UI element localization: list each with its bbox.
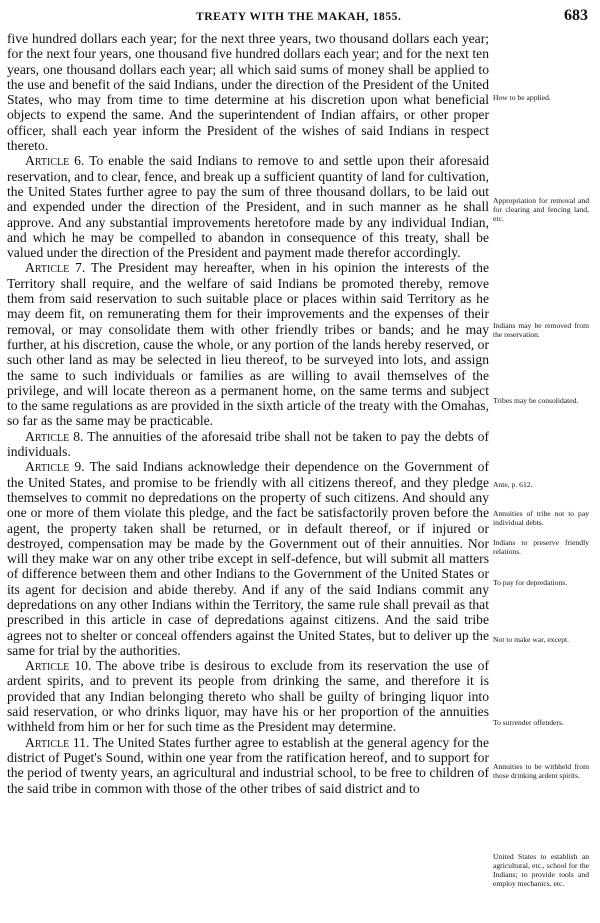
article-heading: Article 11. [25,734,90,750]
paragraph-article-10: Article 10. The above tribe is desirous to exclude from its reservation the use of ardent spirits, and to prevent its people from drinking the same, and therefore it is provided that any Indian belonging thereto who shall be guilty of bringing liquor into said reservation, or who drinks liquor, may have his or her proportion of the annuities withheld from him or her for such time as the President may determine. [7,658,489,735]
margin-note: Indians to preserve friendly relations. [493,538,589,556]
margin-note: To pay for depredations. [493,578,568,587]
margin-note: Appropriation for removal and for clearing and fencing land, etc. [493,196,589,223]
article-heading: Article 9. [25,459,85,475]
paragraph-article-5-continued: five hundred dollars each year; for the next three years, two thousand dollars each year; for the next four years, one thousand five hundred dollars each year; and for the next ten years, one thousand dollars each year; all which said sums of money shall be applied to the use and benefit of the said Indians, under the direction of the President of the United States, who may from time to time determine at his discretion upon what beneficial objects to expend the same. And the superintendent of Indian affairs, or other proper officer, shall each year inform the President of the wishes of said Indians in respect thereto. [7,31,489,154]
page-number: 683 [564,7,588,24]
treaty-text [7,31,489,796]
paragraph-article-7: Article 7. The President may hereafter, when in his opinion the interests of the Territory shall require, and the welfare of said Indians be promoted thereby, remove them from said reservation to such suitable place or places within said Territory as he may deem fit, on remunerating them for their improvements and the expenses of their removal, or may consolidate them with other friendly tribes or bands; and he may further, at his discretion, cause the whole, or any portion of the lands hereby reserved, or such other land as may be selected in lieu thereof, to be surveyed into lots, and assign the same to such individuals or families as are willing to avail themselves of the privilege, and will locate thereon as a permanent home, on the same terms and subject to the same regulations as are provided in the sixth article of the treaty with the Omahas, so far as the same may be practicable. [7,260,489,429]
article-heading: Article 7. [25,260,86,276]
paragraph-article-6: Article 6. To enable the said Indians to remove to and settle upon their aforesaid reservation, and to clear, fence, and break up a sufficient quantity of land for cultivation, the United States further agree to pay the sum of three thousand dollars, to be laid out and expended under the direction of the President, and in such manner as he shall approve. And any substantial improvements heretofore made by any individual Indian, and which he may be compelled to abandon in consequence of this treaty, shall be valued under the direction of the President and payment made therefor accordingly. [7,153,489,261]
margin-note: Indians may be removed from the reservation. [493,321,589,339]
margin-note: Annuities to be withheld from those drinking ardent spirits. [493,762,589,780]
article-heading: Article 8. [25,428,84,444]
running-head: TREATY WITH THE MAKAH, 1855. [196,11,402,23]
paragraph-article-8: Article 8. The annuities of the aforesaid tribe shall not be taken to pay the debts of individuals. [7,428,489,460]
margin-note: Tribes may be consolidated. [493,396,579,405]
margin-note: How to be applied. [493,93,551,102]
margin-note: To surrender offenders. [493,718,564,727]
page-header [0,4,600,26]
article-heading: Article 10. [25,658,92,674]
margin-note: Ante, p. 612. [493,480,533,489]
article-heading: Article 6. [25,153,85,169]
margin-note: United States to establish an agricultural, etc., school for the Indians; to provide tools and employ mechanics, etc. [493,852,589,888]
paragraph-article-9: Article 9. The said Indians acknowledge their dependence on the Government of the United States, and promise to be friendly with all citizens thereof, and they pledge themselves to commit no depredations on the property of such citizens. And should any one or more of them violate this pledge, and the fact be satisfactorily proven before the agent, the property taken shall be returned, or in default thereof, or if injured or destroyed, compensation may be made by the Government out of their annuities. Nor will they make war on any other tribe except in self-defence, but will submit all matters of difference between them and other Indians to the Government of the United States or its agent for decision and abide thereby. And if any of the said Indians commit any depredations on any other Indians within the Territory, the same rule shall prevail as that prescribed in this article in case of depredations against citizens. And the said tribe agrees not to shelter or conceal offenders against the United States, but to deliver up the same for trial by the authorities. [7,459,489,658]
margin-note: Not to make war, except. [493,635,570,644]
margin-note: Annuities of tribe not to pay individual debts. [493,509,589,527]
paragraph-article-11: Article 11. The United States further agree to establish at the general agency for the district of Puget's Sound, within one year from the ratification hereof, and to support for the period of twenty years, an agricultural and industrial school, to be free to children of the said tribe in common with those of the other tribes of said district and to [7,734,489,796]
